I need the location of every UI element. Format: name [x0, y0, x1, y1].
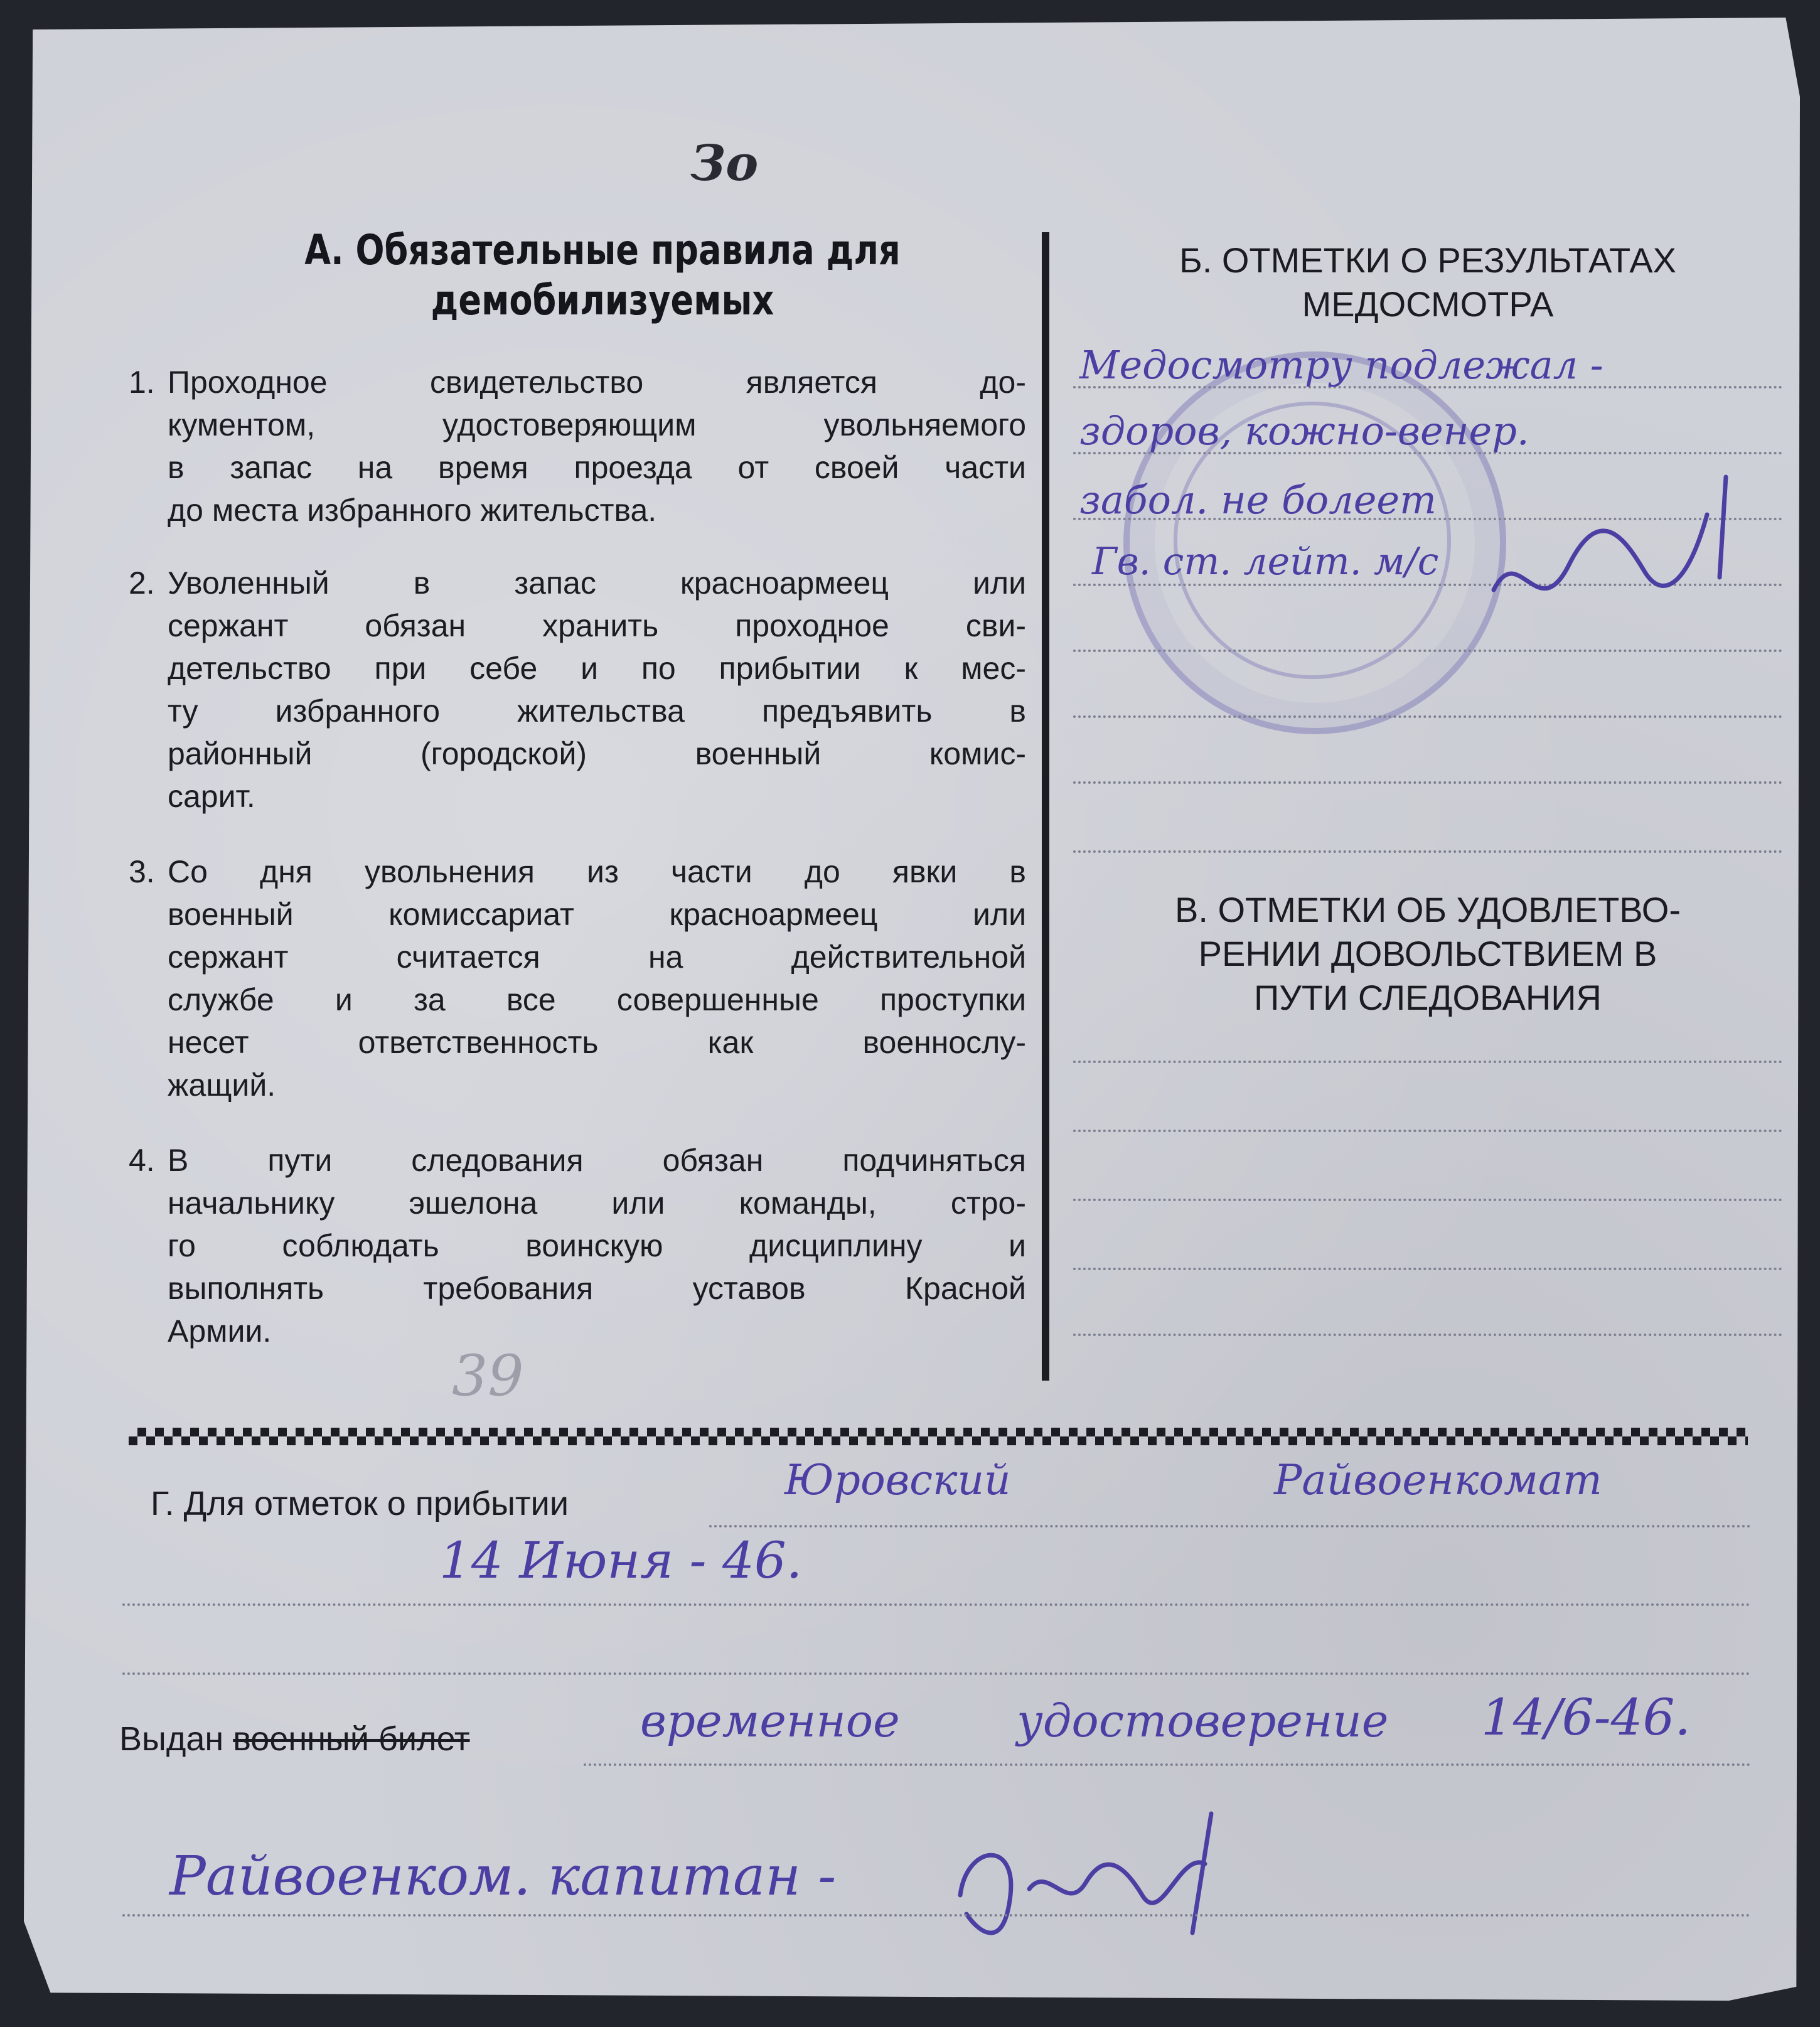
rule-line: несет ответственность как военнослу- [168, 1025, 1026, 1060]
section-b-title: Б. ОТМЕТКИ О РЕЗУЛЬТАТАХ [1179, 240, 1677, 280]
column-divider [1042, 232, 1049, 1381]
dotted-line [1073, 1334, 1782, 1336]
rule-item [129, 361, 1026, 532]
arrival-label: Г. Для отметок о прибытии [151, 1485, 569, 1522]
rule-line: ту избранного жительства предъявить в [168, 693, 1026, 729]
rule-line: детельство при себе и по прибытии к мес- [168, 651, 1026, 686]
section-a-title: А. Обязательные правила для [304, 226, 901, 274]
rule-line: сержант обязан хранить проходное сви- [168, 608, 1026, 643]
rule-line: го соблюдать воинскую дисциплину и [168, 1228, 1026, 1263]
dotted-line [122, 1672, 1751, 1675]
dotted-line [122, 1914, 1751, 1917]
section-v-title-3: ПУТИ СЛЕДОВАНИЯ [1254, 978, 1602, 1017]
rule-number: 4. [129, 1143, 155, 1178]
issued-label [119, 1719, 470, 1758]
issued-struck-text: военный билет [233, 1720, 470, 1758]
rule-line: Со дня увольнения из части до явки в [168, 854, 1026, 889]
dotted-line [1073, 781, 1782, 784]
dotted-line [1073, 1199, 1782, 1201]
tear-line-separator [129, 1428, 1748, 1445]
dotted-line [1073, 1061, 1782, 1063]
rule-number: 2. [129, 565, 155, 601]
dotted-line [584, 1763, 1751, 1766]
issued-hand-date: 14/6-46. [1481, 1688, 1691, 1746]
rule-line: районный (городской) военный комис- [168, 736, 1026, 771]
dotted-line [1073, 1130, 1782, 1132]
arrival-hand-b: Райвоенкомат [1274, 1456, 1602, 1504]
commissar-hand: Райвоенком. капитан - [169, 1845, 837, 1908]
rule-line: Армии. [168, 1313, 272, 1349]
rule-line: кументом, удостоверяющим увольняемого [168, 407, 1026, 442]
rule-line: сержант считается на действительной [168, 939, 1026, 975]
dotted-line [122, 1603, 1751, 1606]
rule-item [129, 1139, 1026, 1352]
dotted-line [1073, 715, 1782, 718]
rule-item [129, 850, 1026, 1106]
dotted-line [1073, 850, 1782, 853]
rule-line: жащий. [168, 1067, 276, 1103]
rule-line: начальнику эшелона или команды, стро- [168, 1185, 1026, 1221]
dotted-line [709, 1525, 1751, 1527]
rule-line: сарит. [168, 779, 255, 814]
rule-line: до места избранного жительства. [168, 493, 657, 528]
rule-line: выполнять требования уставов Красной [168, 1271, 1026, 1306]
rule-line: в запас на время проезда от своей части [168, 450, 1026, 485]
rule-line: Проходное свидетельство является до- [168, 365, 1026, 400]
rule-number: 1. [129, 365, 155, 400]
section-b-title-2: МЕДОСМОТРА [1302, 284, 1554, 324]
section-v-title-2: РЕНИИ ДОВОЛЬСТВИЕМ В [1198, 934, 1657, 973]
rule-line: Уволенный в запас красноармеец или [168, 565, 1026, 601]
arrival-hand-a: Юровский [784, 1456, 1011, 1504]
med-hand-line-2: здоров, кожно-венер. [1079, 408, 1529, 454]
arrival-date-hand: 14 Июня - 46. [439, 1531, 803, 1590]
rule-item [129, 562, 1026, 818]
medic-signature [1481, 464, 1745, 653]
issued-hand-a: временное [640, 1694, 900, 1747]
rule-text [168, 562, 1026, 818]
issued-word: Выдан [119, 1720, 224, 1758]
rule-line: В пути следования обязан подчиняться [168, 1143, 1026, 1178]
issued-hand-b: удостоверение [1017, 1694, 1389, 1747]
faint-number: 39 [452, 1343, 524, 1409]
med-hand-line-4: Гв. ст. лейт. м/с [1092, 540, 1439, 584]
rule-text [168, 1139, 1026, 1352]
section-a-title-2: демобилизуемых [431, 276, 774, 324]
med-hand-line-3: забол. не болеет [1079, 477, 1437, 523]
dotted-line [1073, 1268, 1782, 1270]
rule-text [168, 850, 1026, 1106]
med-hand-line-1: Медосмотру подлежал - [1079, 342, 1603, 388]
rule-text [168, 361, 1026, 532]
rule-number: 3. [129, 854, 155, 889]
rule-line: службе и за все совершенные проступки [168, 982, 1026, 1017]
top-hand-mark: Зо [690, 135, 759, 192]
commissar-signature [941, 1789, 1293, 1964]
section-v-title: В. ОТМЕТКИ ОБ УДОВЛЕТВО- [1174, 890, 1681, 929]
rule-line: военный комиссариат красноармеец или [168, 897, 1026, 932]
